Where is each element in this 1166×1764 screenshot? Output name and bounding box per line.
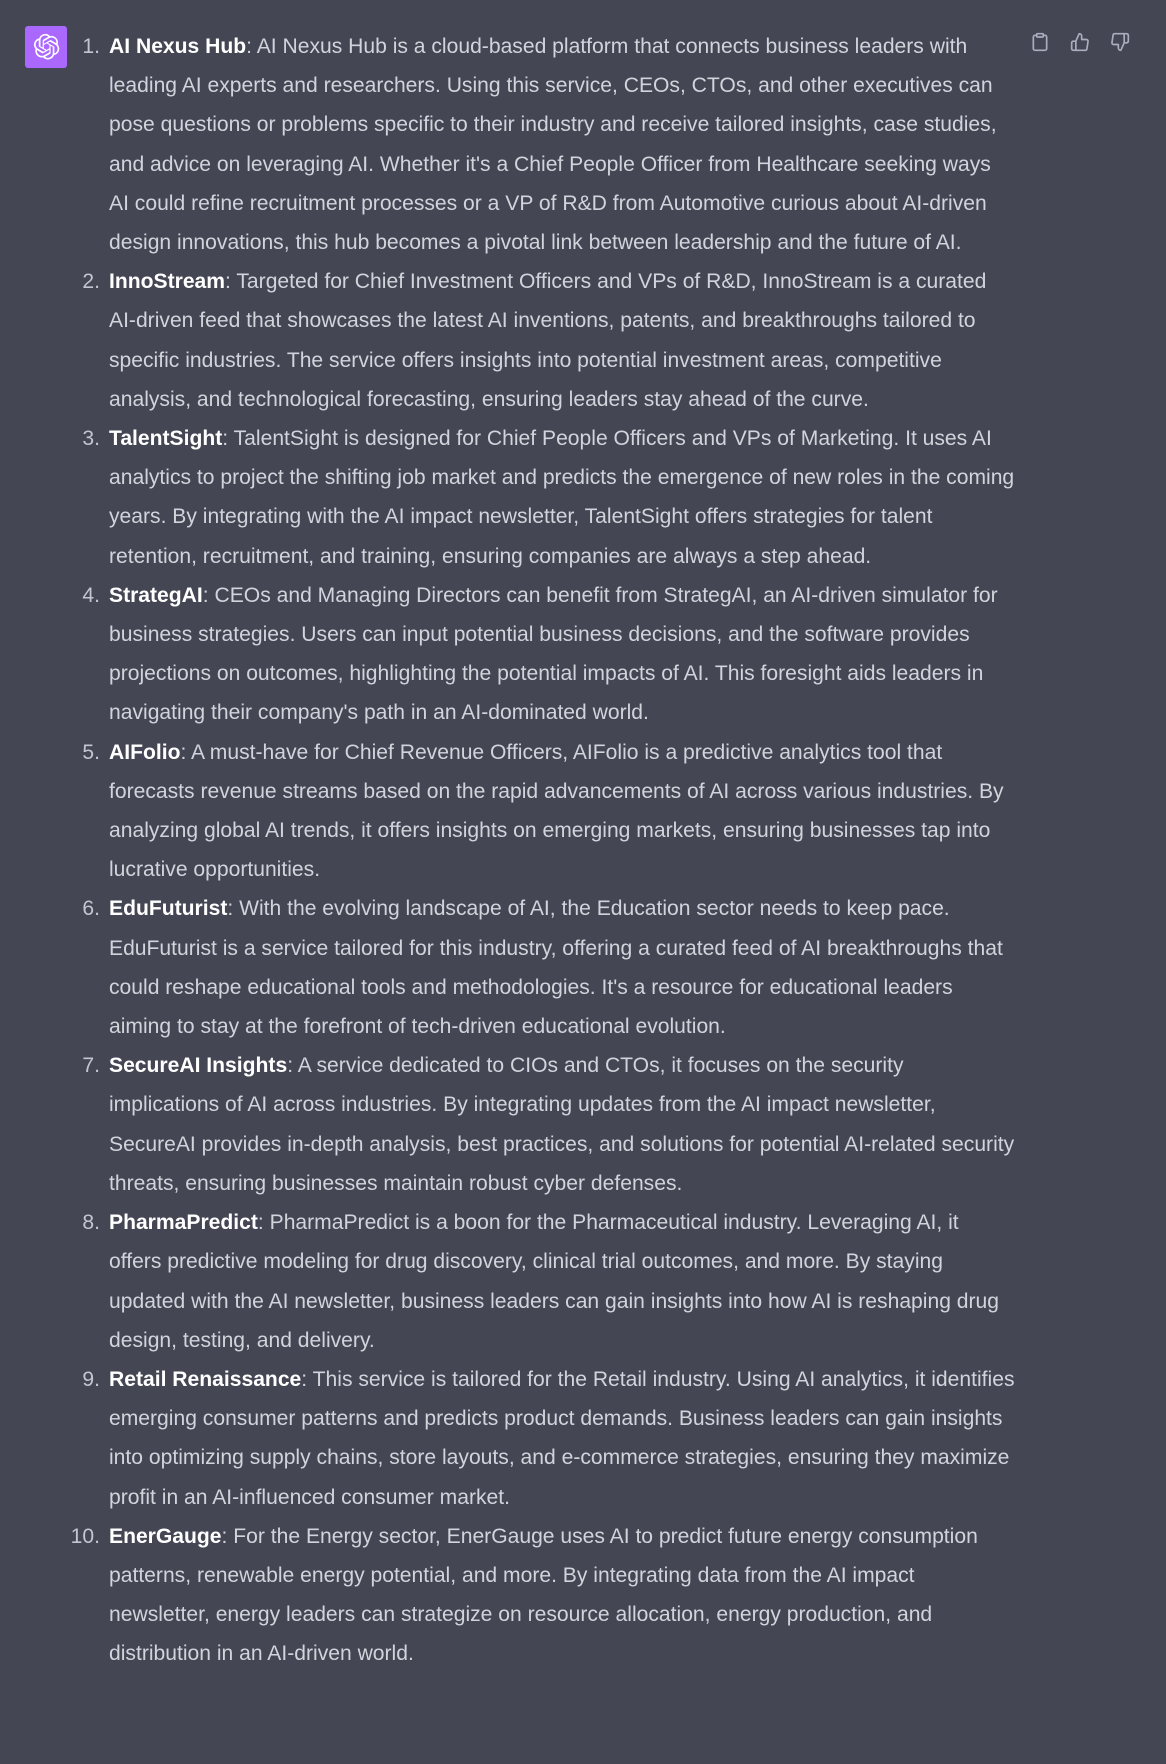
thumbs-down-button[interactable] [1108, 30, 1132, 54]
item-description: : AI Nexus Hub is a cloud-based platform that connects business leaders with leading AI experts and researchers. Using this service, CEOs, CTOs, and other executives can pose questions or problems specific to their industry and receive tailored insights, case studies, and advice on leveraging AI. Whether it's a Chief People Officer from Healthcare seeking ways AI could refine recruitment processes or a VP of R&D from Automotive curious about AI-driven design innovations, this hub becomes a pivotal link between leadership and the future of AI. [109, 35, 997, 255]
item-name: AI Nexus Hub [109, 35, 247, 58]
item-number: 9. [82, 1367, 100, 1391]
list-item [60, 889, 1015, 1046]
item-description: : A must-have for Chief Revenue Officers, AIFolio is a predictive analytics tool that forecasts revenue streams based on the rapid advancements of AI across various industries. By analyzing global AI trends, it offers insights on emerging markets, ensuring businesses tap into lucrative opportunities. [109, 740, 1004, 882]
item-description: : A service dedicated to CIOs and CTOs, it focuses on the security implications of AI across industries. By integrating updates from the AI impact newsletter, SecureAI provides in-depth analysis, best practices, and solutions for potential AI-related security threats, ensuring businesses maintain robust cyber defenses. [109, 1054, 1015, 1195]
list-item [60, 733, 1015, 890]
item-number: 3. [82, 427, 100, 451]
list-item [60, 1046, 1015, 1203]
item-number: 7. [82, 1054, 100, 1078]
assistant-message [60, 27, 1015, 1674]
item-description: : CEOs and Managing Directors can benefit from StrategAI, an AI-driven simulator for business strategies. Users can input potential business decisions, and the software provides projections on outcomes, highlighting the potential impacts of AI. This foresight aids leaders in navigating their company's path in an AI-dominated world. [109, 583, 998, 725]
item-description: : Targeted for Chief Investment Officers and VPs of R&D, InnoStream is a curated AI-driven feed that showcases the latest AI inventions, patents, and breakthroughs tailored to specific industries. The service offers insights into potential investment areas, competitive analysis, and technological forecasting, ensuring leaders stay ahead of the curve. [109, 270, 987, 411]
item-number: 5. [82, 740, 100, 764]
list-item [60, 1517, 1015, 1674]
item-name: StrategAI [109, 583, 203, 607]
list-item [60, 1360, 1015, 1517]
item-number: 4. [82, 583, 100, 607]
item-description: : For the Energy sector, EnerGauge uses AI to predict future energy consumption patterns, renewable energy potential, and more. By integrating data from the AI impact newsletter, energy leaders can strategize on resource allocation, energy production, and distribution in an AI-driven world. [109, 1524, 978, 1666]
item-name: SecureAI Insights [109, 1054, 288, 1078]
list-item [60, 262, 1015, 419]
item-number: 1. [82, 35, 100, 58]
item-number: 2. [82, 270, 100, 294]
item-description: : TalentSight is designed for Chief People Officers and VPs of Marketing. It uses AI analytics to project the shifting job market and predicts the emergence of new roles in the coming years. By integrating with the AI impact newsletter, TalentSight offers strategies for talent retention, recruitment, and training, ensuring companies are always a step ahead. [109, 427, 1015, 568]
thumbs-down-icon [1110, 32, 1130, 52]
message-actions [1028, 30, 1132, 54]
item-name: Retail Renaissance [109, 1367, 302, 1391]
thumbs-up-button[interactable] [1068, 30, 1092, 54]
item-name: TalentSight [109, 427, 223, 451]
item-number: 8. [82, 1211, 100, 1235]
openai-logo-icon [32, 33, 60, 61]
copy-button[interactable] [1028, 30, 1052, 54]
item-name: InnoStream [109, 270, 226, 294]
item-description: : PharmaPredict is a boon for the Pharmaceutical industry. Leveraging AI, it offers predictive modeling for drug discovery, clinical trial outcomes, and more. By staying updated with the AI newsletter, business leaders can gain insights into how AI is reshaping drug design, testing, and delivery. [109, 1211, 1000, 1352]
item-name: EduFuturist [109, 897, 228, 921]
item-description: : This service is tailored for the Retail industry. Using AI analytics, it identifies emerging consumer patterns and predicts product demands. Business leaders can gain insights into optimizing supply chains, store layouts, and e-commerce strategies, ensuring they maximize profit in an AI-influenced consumer market. [109, 1367, 1015, 1509]
list-item [60, 419, 1015, 576]
list-item [60, 27, 1015, 262]
clipboard-icon [1030, 32, 1050, 52]
item-number: 6. [82, 897, 100, 921]
item-name: AIFolio [109, 740, 181, 764]
thumbs-up-icon [1070, 32, 1090, 52]
item-name: PharmaPredict [109, 1211, 258, 1235]
list-item [60, 1203, 1015, 1360]
item-number: 10. [70, 1524, 100, 1548]
list-item [60, 576, 1015, 733]
item-name: EnerGauge [109, 1524, 222, 1548]
item-description: : With the evolving landscape of AI, the Education sector needs to keep pace. EduFuturist is a service tailored for this industry, offering a curated feed of AI breakthroughs that could reshape educational tools and methodologies. It's a resource for educational leaders aiming to stay at the forefront of tech-driven educational evolution. [109, 897, 1003, 1039]
services-list [60, 27, 1015, 1674]
